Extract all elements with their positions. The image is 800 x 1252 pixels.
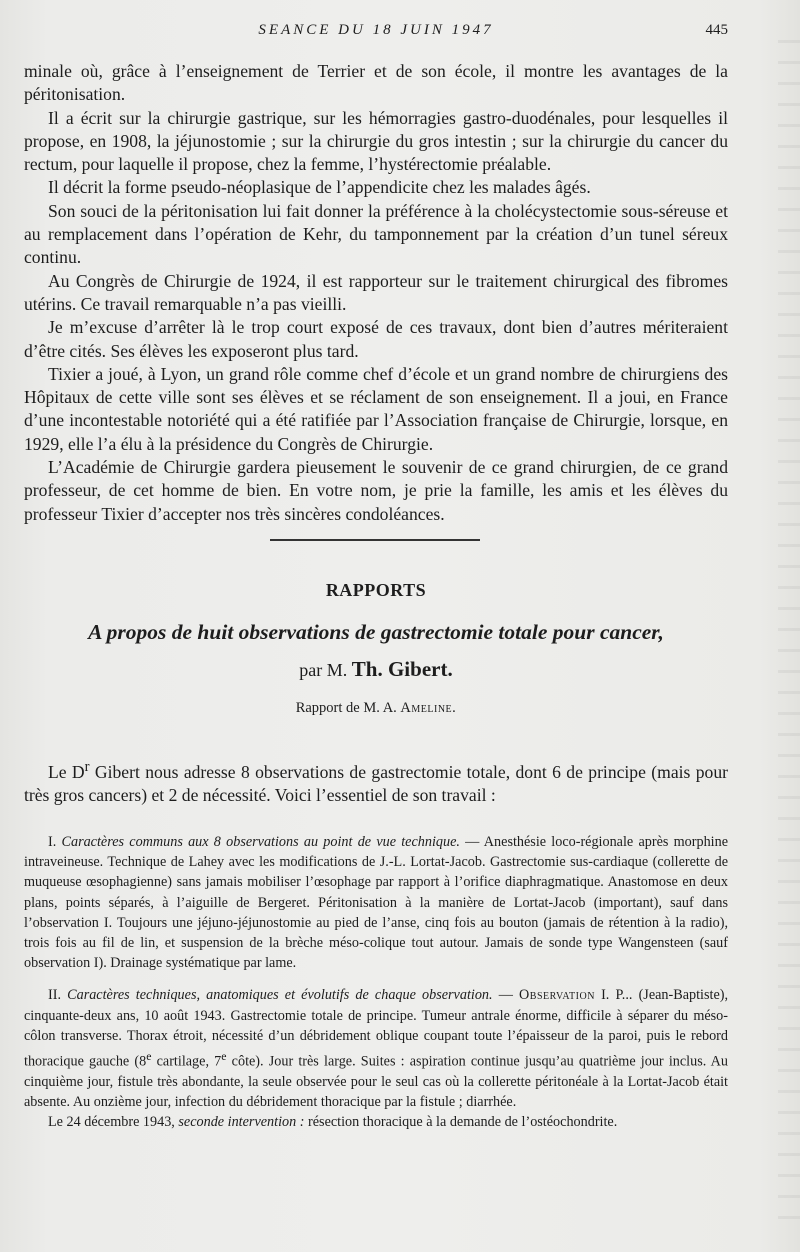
part-one <box>24 832 728 973</box>
paragraph: Au Congrès de Chirurgie de 1924, il est rapporteur sur le traitement chirurgical des fibromes utérins. Ce travail remarquable n’a pas vieilli. <box>24 270 728 314</box>
paragraph: Son souci de la péritonisation lui fait donner la préférence à la cholécystectomie sous-séreuse et au remplacement dans l’opération de Kehr, du tamponnement par la création d’un tunel séreux continu. <box>24 200 728 268</box>
part-two-last <box>24 1112 728 1132</box>
part-two-heading: Caractères techniques, anatomiques et évolutifs de chaque observation. <box>67 987 493 1004</box>
continued-article <box>24 60 728 526</box>
reporter-line <box>0 700 752 717</box>
section-divider <box>270 539 480 541</box>
paragraph: Tixier a joué, à Lyon, un grand rôle comme chef d’école et un grand nombre de chirurgiens des Hôpitaux de cette ville sont ses élèves et se réclament de son enseignement. Il a joui, en France d’une incontestable notoriété qui a été ratifiée par l’Association française de Chirurgie, lorsque, en 1929, elle l’a élu à la présidence du Congrès de Chirurgie. <box>24 363 728 454</box>
observation-label: Observation <box>519 987 595 1004</box>
paragraph: L’Académie de Chirurgie gardera pieusement le souvenir de ce grand chirurgien, de ce grand professeur, de cet homme de bien. En votre nom, je prie la famille, les amis et les élèves du professeur Tixier d’accepter nos très sincères condoléances. <box>24 457 728 524</box>
intro-dr: Le D <box>48 761 85 782</box>
part-one-heading: Caractères communs aux 8 observations au point de vue technique. <box>61 834 460 850</box>
part-two-text-3: côte). Jour très large. Suites : aspiration continue jusqu’au quatrième jour inclus. Au cinquième jour, fistule très abondante, la seule observée pour le seul cas où la collerette péritonéale à la Lortat-Jacob était absente. Au onzième jour, infection du débridement thoracique par la fistule ; diarrhée. <box>24 1053 728 1111</box>
part-two-dash: — <box>492 987 520 1004</box>
part-two-label: II. <box>48 987 61 1004</box>
part-two-text: I. P... (Jean-Baptiste), cinquante-deux ans, 10 août 1943. Gastrectomie totale de principe. Tumeur antrale énorme, difficile à séparer du méso-côlon transverse. Thorax étroit, nécessité d’un débridement oblique coupant toute l’épaisseur de la paroi, puis le rebord thoracique gauche (8 <box>24 987 729 1070</box>
report-author <box>0 657 752 682</box>
part-one-text: — Anesthésie loco-régionale après morphine intraveineuse. Technique de Lahey avec les modifications de J.-L. Lortat-Jacob. Gastrectomie sus-cardiaque (collerette de muqueuse œsophagienne) sans jamais mobiliser l’œsophage par rapport à l’orifice diaphragmatique. Anastomose en deux plans, points séparés, à l’aiguille de Bergeret. Péritonisation à la manière de Lortat-Jacob (important), sauf dans l’observation I. Toujours une jéjuno-jéjunostomie au pied de l’anse, cinq fois au bouton (jamais de rétention à la radio), trois fois au fil de lin, et suspension de la brèche méso-colique tout autour. Jamais de sonde type Wangensteen (sauf observation I). Drainage systématique par lame. <box>24 834 728 972</box>
paragraph: Il décrit la forme pseudo-néoplasique de l’appendicite chez les malades âgés. <box>48 177 591 198</box>
ordinal-sup: e <box>221 1049 227 1064</box>
author-name: Th. Gibert. <box>351 657 453 681</box>
paragraph: Je m’excuse d’arrêter là le trop court exposé de ces travaux, dont bien d’autres mériteraient d’être cités. Ses élèves les exposeront plus tard. <box>24 317 728 361</box>
reporter-prefix: Rapport de M. A. <box>295 700 397 716</box>
reporter-name: Ameline. <box>400 700 457 716</box>
intro-dr-sup: r <box>84 759 90 775</box>
part-two-text-2: cartilage, 7 <box>151 1053 222 1070</box>
last-text: résection thoracique à la demande de l’ostéochondrite. <box>304 1114 618 1131</box>
part-one-label: I. <box>48 834 57 850</box>
intro-text: Gibert nous adresse 8 observations de gastrectomie totale, dont 6 de principe (mais pour très gros cancers) et 2 de nécessité. Voici l’essentiel de son travail : <box>24 761 728 805</box>
running-head: SEANCE DU 18 JUIN 1947 <box>258 22 494 38</box>
author-prefix: par M. <box>299 660 348 680</box>
paragraph: minale où, grâce à l’enseignement de Terrier et de son école, il montre les avantages de la péritonisation. <box>24 61 728 105</box>
part-two <box>24 985 728 1112</box>
facing-page-bleed <box>778 40 800 1220</box>
last-italic: seconde intervention : <box>178 1114 305 1131</box>
section-heading: RAPPORTS <box>325 580 427 600</box>
ordinal-sup: e <box>146 1049 152 1064</box>
report-intro <box>24 756 728 807</box>
paragraph: Il a écrit sur la chirurgie gastrique, sur les hémorragies gastro-duodénales, pour lesquelles il propose, en 1908, la jéjunostomie ; sur la chirurgie du gros intestin ; sur la chirurgie du cancer du rectum, pour laquelle il propose, chez la femme, l’hystérectomie préalable. <box>24 107 728 175</box>
report-title: A propos de huit observations de gastrectomie totale pour cancer, <box>88 620 664 644</box>
report-details <box>24 832 728 1145</box>
last-prefix: Le 24 décembre 1943, <box>48 1114 179 1131</box>
page-number: 445 <box>705 22 728 38</box>
intro-paragraph <box>24 756 728 807</box>
